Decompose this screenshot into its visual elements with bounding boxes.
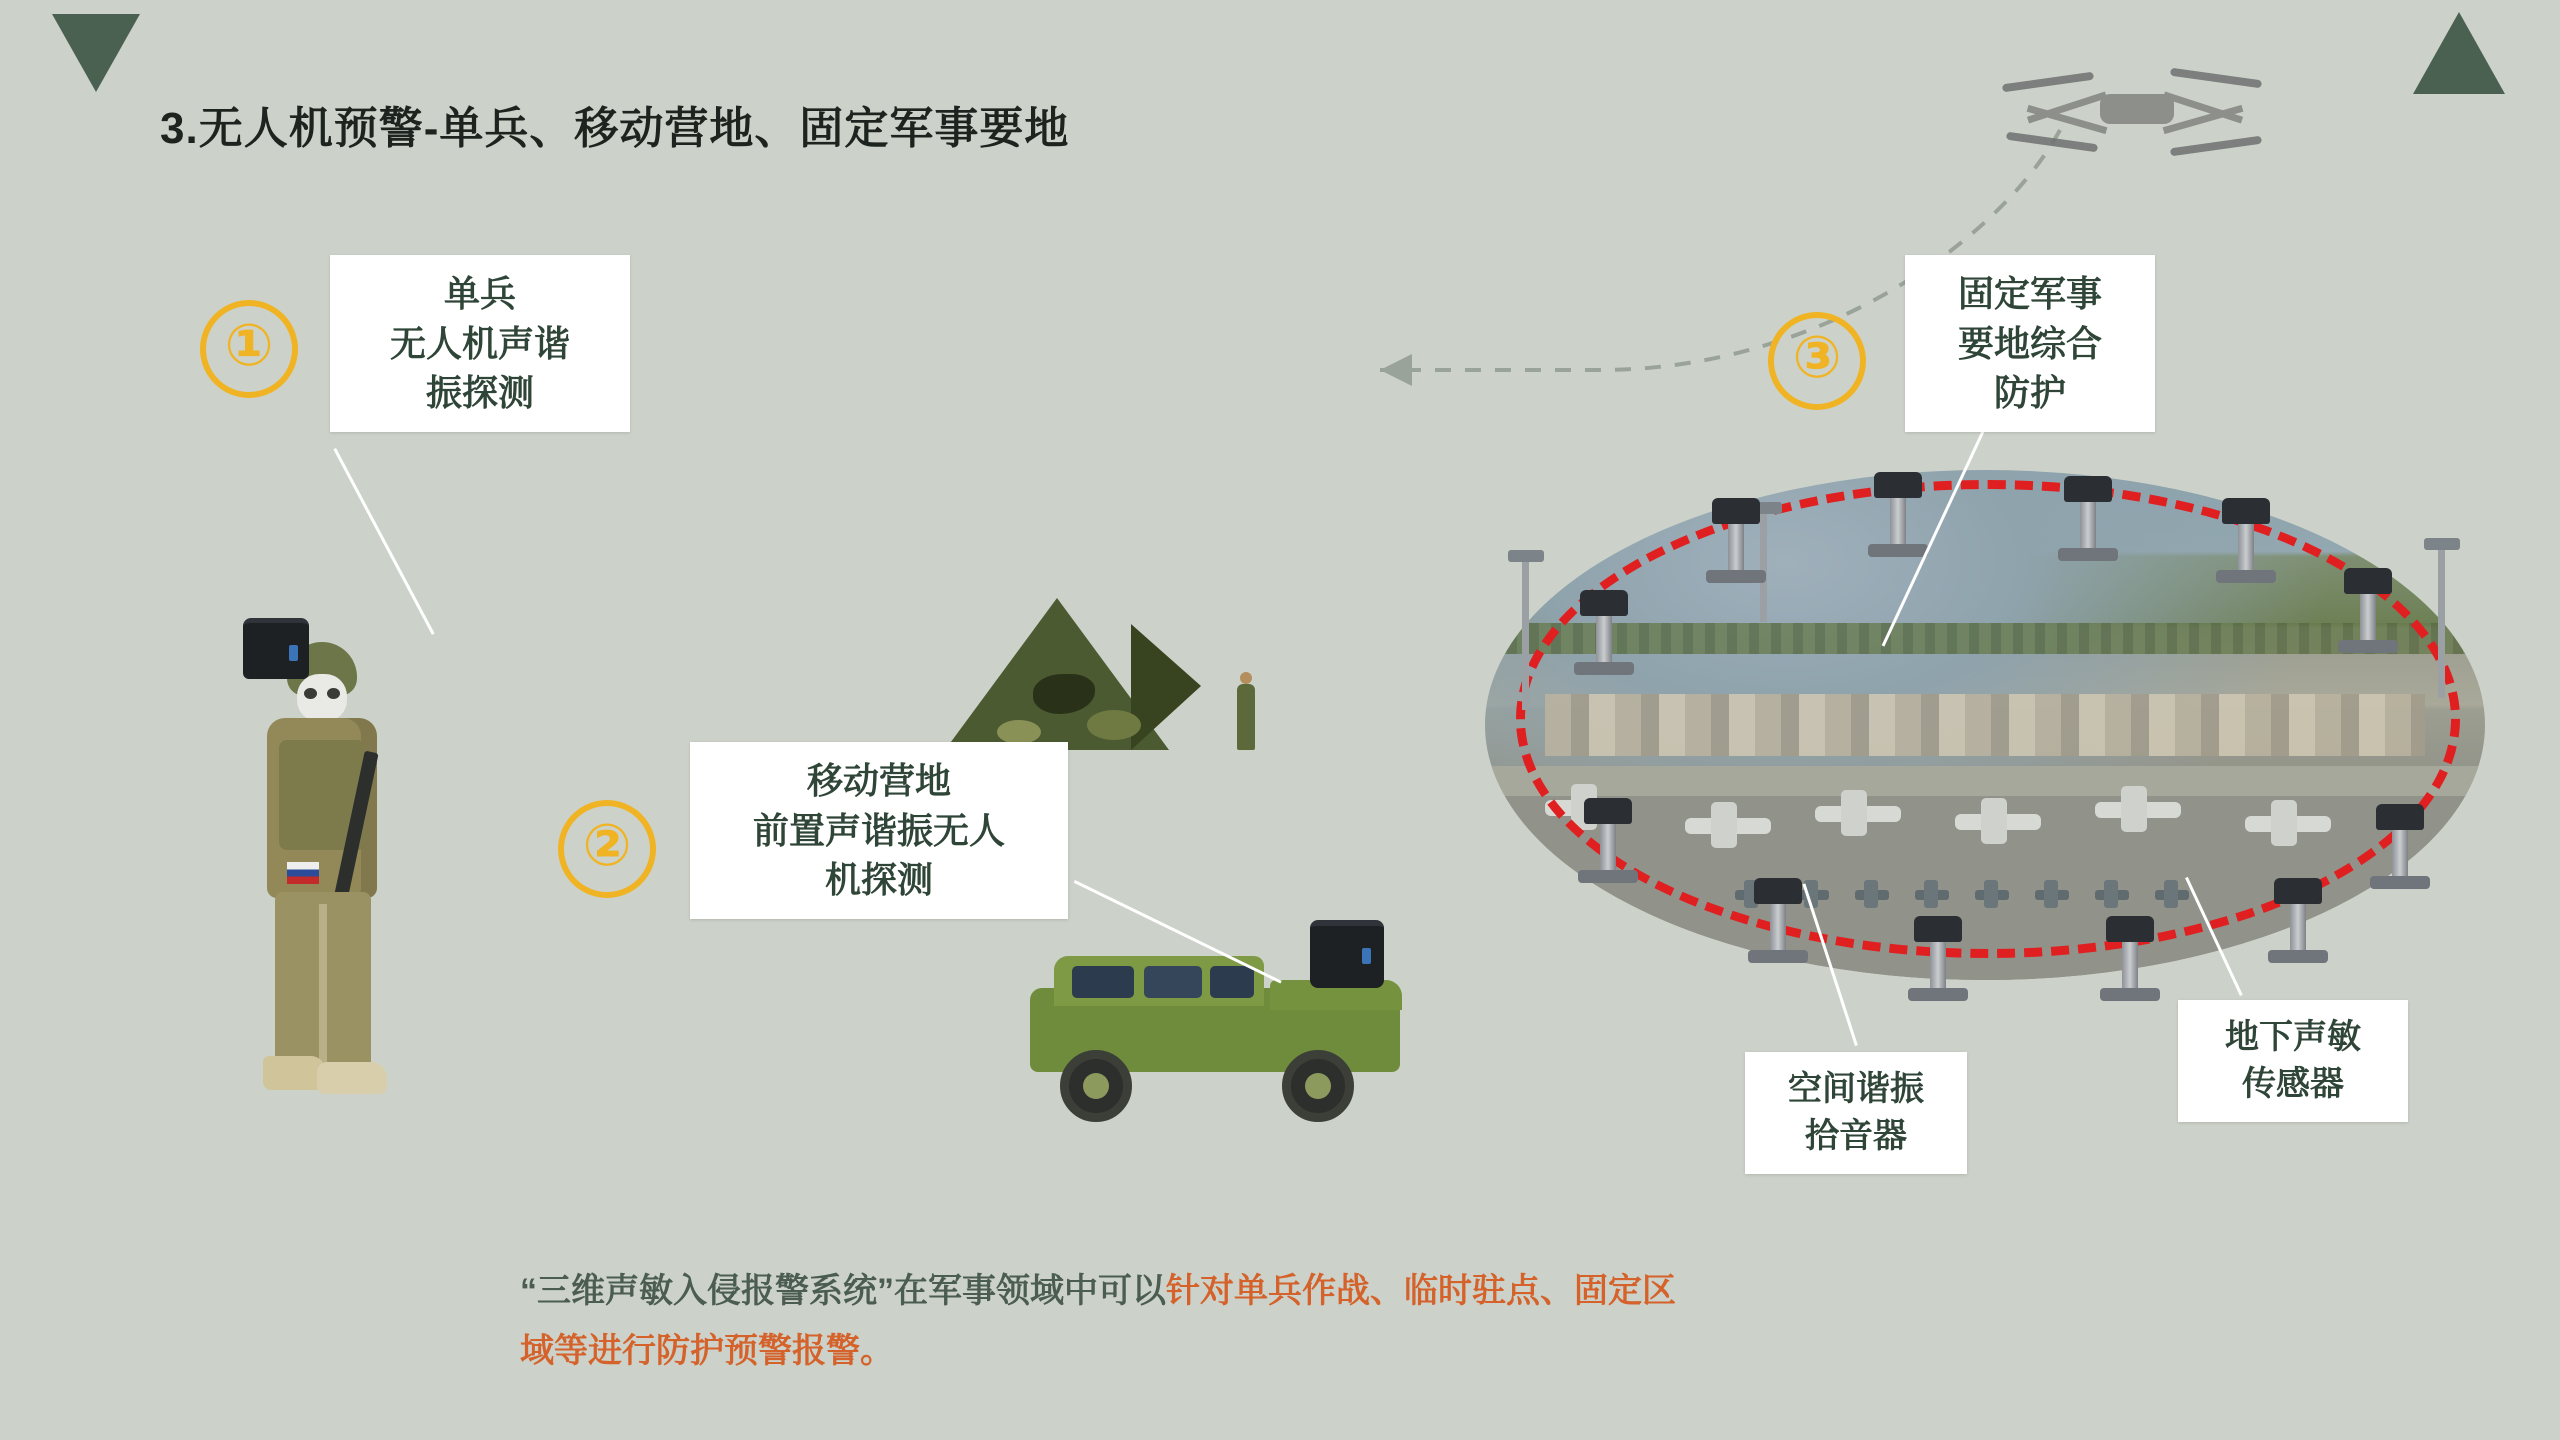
footer-caption	[520, 1262, 2080, 1381]
label-line: 空间谐振	[1788, 1070, 1924, 1108]
acoustic-sensor-post	[2238, 520, 2254, 576]
label-line: 传感器	[2242, 1064, 2344, 1103]
callout-number-3: ③	[1768, 312, 1866, 410]
callout-label-line: 机探测	[824, 859, 933, 901]
drone-propeller	[2170, 68, 2262, 89]
soldier-boot	[317, 1062, 387, 1094]
callout-label-mobile-camp	[690, 742, 1068, 919]
decorative-triangle-top-left	[52, 14, 140, 92]
camp-tent-illustration	[945, 598, 1265, 758]
acoustic-sensor-post	[1600, 820, 1616, 876]
decorative-triangle-top-right	[2413, 12, 2505, 94]
acoustic-sensor-post	[1728, 520, 1744, 576]
drone-propeller	[2002, 72, 2094, 93]
wearable-acoustic-sensor	[243, 618, 309, 679]
acoustic-sensor-post	[1890, 494, 1906, 550]
acoustic-sensor-post	[1930, 938, 1946, 994]
light-mast	[1522, 560, 1529, 710]
callout-label-line: 前置声谐振无人	[752, 809, 1005, 851]
drone-propeller	[2170, 136, 2262, 157]
vehicle-mounted-acoustic-sensor	[1310, 920, 1384, 988]
callout-label-line: 防护	[1993, 372, 2066, 414]
caption-text-highlight-2: 域等进行防护预警报警。	[520, 1331, 894, 1370]
drone-propeller	[2006, 132, 2098, 153]
caption-text-plain: “三维声敏入侵报警系统”在军事领域中可以	[520, 1272, 1166, 1310]
acoustic-sensor-post	[2122, 938, 2138, 994]
callout-label-line: 要地综合	[1957, 322, 2102, 364]
light-mast	[2438, 548, 2445, 698]
label-line: 拾音器	[1805, 1116, 1907, 1155]
acoustic-sensor-post	[2080, 498, 2096, 554]
acoustic-sensor-post	[2360, 590, 2376, 646]
callout-label-line: 单兵	[443, 273, 516, 314]
callout-label-line: 固定军事	[1957, 273, 2102, 314]
soldier-flag-patch	[287, 862, 319, 884]
acoustic-sensor-post	[1770, 900, 1786, 956]
label-underground-acoustic-sensor	[2178, 1000, 2408, 1122]
acoustic-sensor-post	[2392, 826, 2408, 882]
callout-label-line: 移动营地	[806, 760, 951, 801]
drone-body	[2100, 94, 2174, 124]
callout-label-line: 振探测	[425, 372, 534, 414]
drone-illustration	[2020, 42, 2250, 182]
soldier-legs	[275, 892, 371, 1072]
callout-label-line: 无人机声谐	[389, 322, 570, 364]
camp-guard-figure	[1237, 684, 1255, 750]
acoustic-sensor-post	[2290, 900, 2306, 956]
tent-camo-patch	[1087, 710, 1141, 740]
vehicle-wheel	[1060, 1050, 1132, 1122]
label-space-resonance-microphone	[1745, 1052, 1967, 1174]
light-mast	[1760, 512, 1767, 622]
military-vehicle-illustration	[1020, 940, 1430, 1140]
page-title: 3.无人机预警-单兵、移动营地、固定军事要地	[160, 104, 1070, 153]
vehicle-window	[1210, 966, 1254, 998]
callout-number-1: ①	[200, 300, 298, 398]
tent-camo-patch	[997, 720, 1041, 744]
soldier-face-mask	[297, 674, 347, 722]
callout-label-fixed-base	[1905, 255, 2155, 432]
callout-number-2: ②	[558, 800, 656, 898]
callout-label-soldier	[330, 255, 630, 432]
vehicle-window	[1072, 966, 1134, 998]
acoustic-sensor-post	[1596, 612, 1612, 668]
caption-text-highlight-1: 针对单兵作战、临时驻点、固定区	[1166, 1272, 1676, 1310]
tent-side-panel	[1131, 624, 1201, 750]
label-line: 地下声敏	[2225, 1018, 2361, 1056]
soldier-illustration	[225, 600, 415, 1120]
soldier-boot	[263, 1056, 325, 1090]
vehicle-window	[1144, 966, 1202, 998]
vehicle-wheel	[1282, 1050, 1354, 1122]
